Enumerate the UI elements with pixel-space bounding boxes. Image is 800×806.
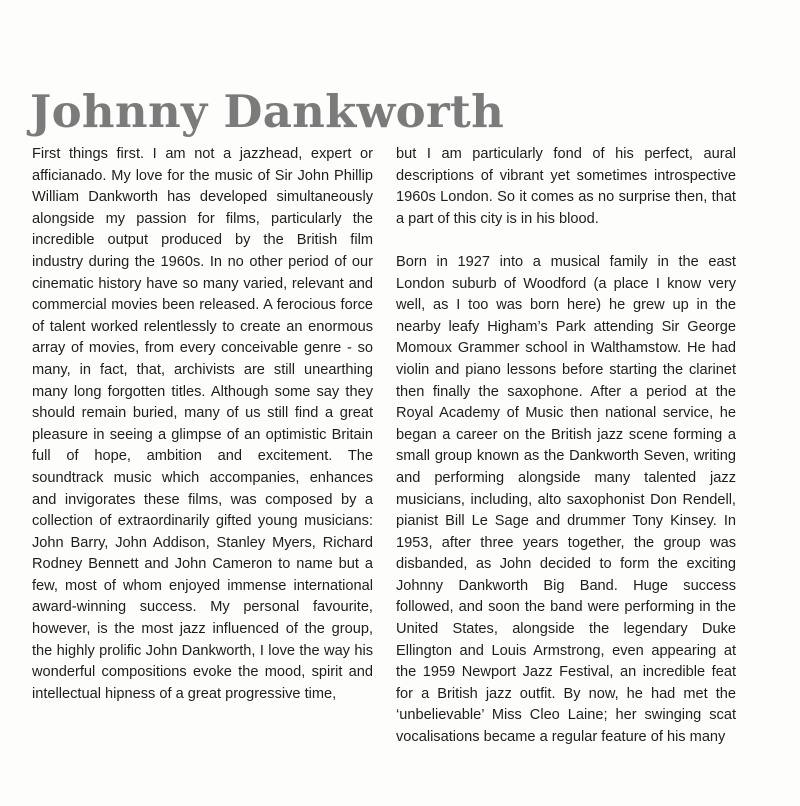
body-paragraph: but I am particularly fond of his perfect, aural descriptions of vibrant yet sometimes introspective 1960s London. So it comes as no surprise then, that a part of this city is in his blood. <box>396 146 736 227</box>
body-paragraph: First things first. I am not a jazzhead, expert or afficianado. My love for the music of Sir John Phillip William Dankworth has developed simultaneously alongside my passion for films, particularly the incredible output produced by the British film industry during the 1960s. In no other period of our cinematic history have so many varied, relevant and commercial movies been released. A ferocious force of talent worked relentlessly to create an enormous array of movies, from every conceivable genre - so many, in fact, that, archivists are still unearthing many long forgotten titles. Although some say they should remain buried, many of us still find a great pleasure in seeing a glimpse of an optimistic Britain full of hope, ambition and excitement. The soundtrack music which accompanies, enhances and invigorates these films, was composed by a collection of extraordinarily gifted young musicians: John Barry, John Addison, Stanley Myers, Richard Rodney Bennett and John Cameron to name but a few, most of whom enjoyed immense international award-winning success. My personal favourite, however, is the most jazz influenced of the group, the highly prolific John Dankworth, I love the way his wonderful compositions evoke the mood, spirit and intellectual hipness of a great progressive time, <box>32 146 373 702</box>
article-title: Johnny Dankworth <box>30 85 505 138</box>
body-paragraph: Born in 1927 into a musical family in the east London suburb of Woodford (a place I know very well, as I too was born here) he grew up in the nearby leafy Higham’s Park attending Sir George Momoux Grammer school in Walthamstow. He had violin and piano lessons before starting the clarinet then finally the saxophone. After a period at the Royal Academy of Music then national service, he began a career on the British jazz scene forming a small group known as the Dankworth Seven, writing and performing alongside many talented jazz musicians, including, alto saxophonist Don Rendell, pianist Bill Le Sage and drummer Tony Kinsey. In 1953, after three years together, the group was disbanded, as John decided to form the exciting Johnny Dankworth Big Band. Huge success followed, and soon the band were performing in the United States, alongside the legendary Duke Ellington and Louis Armstrong, even appearing at the 1959 Newport Jazz Festival, an incredible feat for a British jazz outfit. By now, he had met the ‘unbelievable’ Miss Cleo Laine; her swinging scat vocalisations became a regular feature of his many <box>396 253 736 746</box>
right-column <box>396 144 736 749</box>
left-column <box>32 144 373 705</box>
